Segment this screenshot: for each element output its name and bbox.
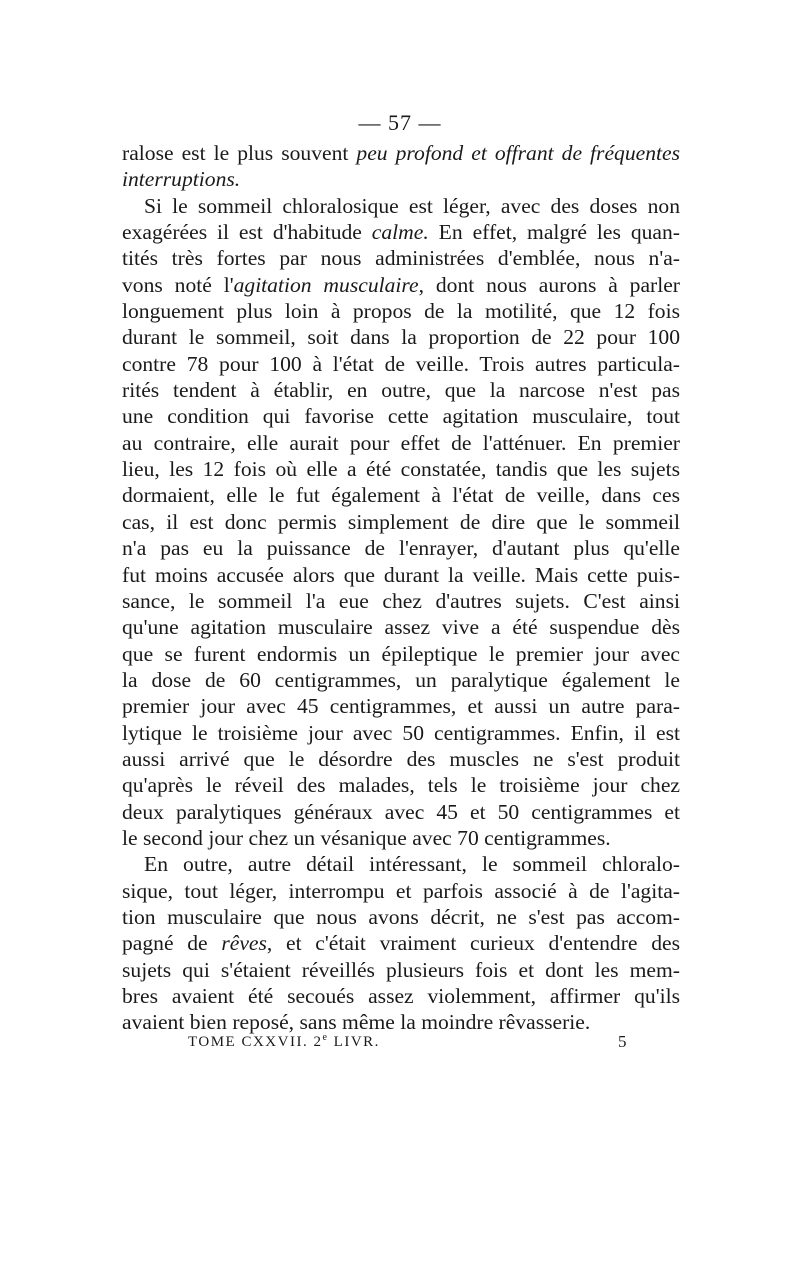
- text-run: aussi arrivé que le désordre des muscles ne s'est produit: [122, 746, 680, 771]
- text-run: sujets qui s'étaient réveillés plusieurs fois et dont les mem-: [122, 957, 680, 982]
- text-line: [122, 509, 680, 535]
- footer-volume-info: [188, 1034, 628, 1051]
- text-run: n'a pas eu la puissance de l'enrayer, d'autant plus qu'elle: [122, 536, 680, 561]
- text-line: [122, 825, 680, 851]
- text-run: fut moins accusée alors que durant la veille. Mais cette puis-: [122, 562, 680, 587]
- text-run: qu'après le réveil des malades, tels le troisième jour chez: [122, 773, 680, 798]
- text-run: En effet, malgré les quan-: [428, 220, 680, 245]
- text-line: [122, 272, 680, 298]
- text-line: [122, 772, 680, 798]
- text-run: , dont nous aurons à parler: [418, 272, 680, 297]
- footer-livr-sup: e: [322, 1032, 329, 1043]
- text-run: lieu, les 12 fois où elle a été constatée, tandis que les sujets: [122, 457, 680, 482]
- italic-text: agitation musculaire: [233, 272, 419, 297]
- text-line: [122, 430, 680, 456]
- footer-volume: TOME CXXVII.: [188, 1034, 309, 1050]
- text-run: avaient bien reposé, sans même la moindre rêvasserie.: [122, 1010, 591, 1035]
- text-line: [122, 482, 680, 508]
- text-line: [122, 298, 680, 324]
- text-line: [122, 535, 680, 561]
- text-line: [122, 904, 680, 930]
- text-line: [122, 245, 680, 271]
- text-line: [122, 667, 680, 693]
- text-run: qu'une agitation musculaire assez vive a été suspendue dès: [122, 615, 680, 640]
- text-line: [122, 456, 680, 482]
- text-line: [122, 641, 680, 667]
- text-line: [122, 614, 680, 640]
- text-run: que se furent endormis un épileptique le premier jour avec: [122, 641, 680, 666]
- footer-livr-label: LIVR.: [333, 1034, 380, 1050]
- text-line: [122, 140, 680, 166]
- text-line: [122, 193, 680, 219]
- italic-text: peu profond et offrant de fréquentes: [356, 141, 680, 165]
- italic-text: rêves: [221, 931, 267, 956]
- text-line: [122, 351, 680, 377]
- text-line: [122, 166, 680, 192]
- text-line: [122, 983, 680, 1009]
- text-line: [122, 930, 680, 956]
- text-run: tités très fortes par nous administrées d'emblée, nous n'a-: [122, 246, 680, 271]
- text-run: En outre, autre détail intéressant, le sommeil chloralo-: [144, 852, 680, 877]
- text-run: premier jour avec 45 centigrammes, et aussi un autre para-: [122, 694, 680, 719]
- text-run: le second jour chez un vésanique avec 70 centigrammes.: [122, 825, 611, 850]
- text-run: au contraire, elle aurait pour effet de l'atténuer. En premier: [122, 430, 680, 455]
- text-line: [122, 324, 680, 350]
- body-text: [122, 140, 680, 1036]
- text-run: cas, il est donc permis simplement de dire que le sommeil: [122, 509, 680, 534]
- text-run: Si le sommeil chloralosique est léger, avec des doses non: [144, 193, 680, 218]
- footer-signature-mark: 5: [618, 1032, 627, 1051]
- text-run: exagérées il est d'habitude: [122, 220, 372, 245]
- text-line: [122, 878, 680, 904]
- text-run: la dose de 60 centigrammes, un paralytique également le: [122, 667, 680, 692]
- text-run: dormaient, elle le fut également à l'état de veille, dans ces: [122, 483, 680, 508]
- italic-text: interruptions.: [122, 167, 241, 192]
- text-line: [122, 377, 680, 403]
- text-run: , et c'était vraiment curieux d'entendre des: [266, 931, 680, 956]
- text-run: deux paralytiques généraux avec 45 et 50 centigrammes et: [122, 799, 680, 824]
- page-number: — 57 —: [358, 110, 442, 135]
- text-line: [122, 403, 680, 429]
- text-run: longuement plus loin à propos de la motilité, que 12 fois: [122, 299, 680, 324]
- italic-text: calme.: [371, 220, 429, 245]
- text-line: [122, 799, 680, 825]
- text-run: une condition qui favorise cette agitation musculaire, tout: [122, 404, 680, 429]
- text-line: [122, 693, 680, 719]
- text-run: pagné de: [122, 931, 222, 956]
- text-line: [122, 1009, 680, 1035]
- text-run: lytique le troisième jour avec 50 centigrammes. Enfin, il est: [122, 720, 680, 745]
- text-run: bres avaient été secoués assez violemment, affirmer qu'ils: [122, 984, 680, 1008]
- text-run: sique, tout léger, interrompu et parfois associé à de l'agita-: [122, 878, 680, 903]
- text-line: [122, 957, 680, 983]
- text-run: rités tendent à établir, en outre, que la narcose n'est pas: [122, 378, 680, 403]
- text-line: [122, 746, 680, 772]
- text-line: [122, 720, 680, 746]
- text-run: sance, le sommeil l'a eue chez d'autres sujets. C'est ainsi: [122, 588, 680, 613]
- text-line: [122, 562, 680, 588]
- text-run: tion musculaire que nous avons décrit, ne s'est pas accom-: [122, 904, 680, 929]
- text-line: [122, 588, 680, 614]
- text-run: ralose est le plus souvent: [122, 141, 357, 165]
- text-line: [122, 851, 680, 877]
- text-line: [122, 219, 680, 245]
- text-run: vons noté l': [122, 272, 234, 297]
- text-run: contre 78 pour 100 à l'état de veille. Trois autres particula-: [122, 351, 680, 376]
- footer-livr-number: 2: [313, 1034, 323, 1050]
- text-run: durant le sommeil, soit dans la proportion de 22 pour 100: [122, 325, 680, 350]
